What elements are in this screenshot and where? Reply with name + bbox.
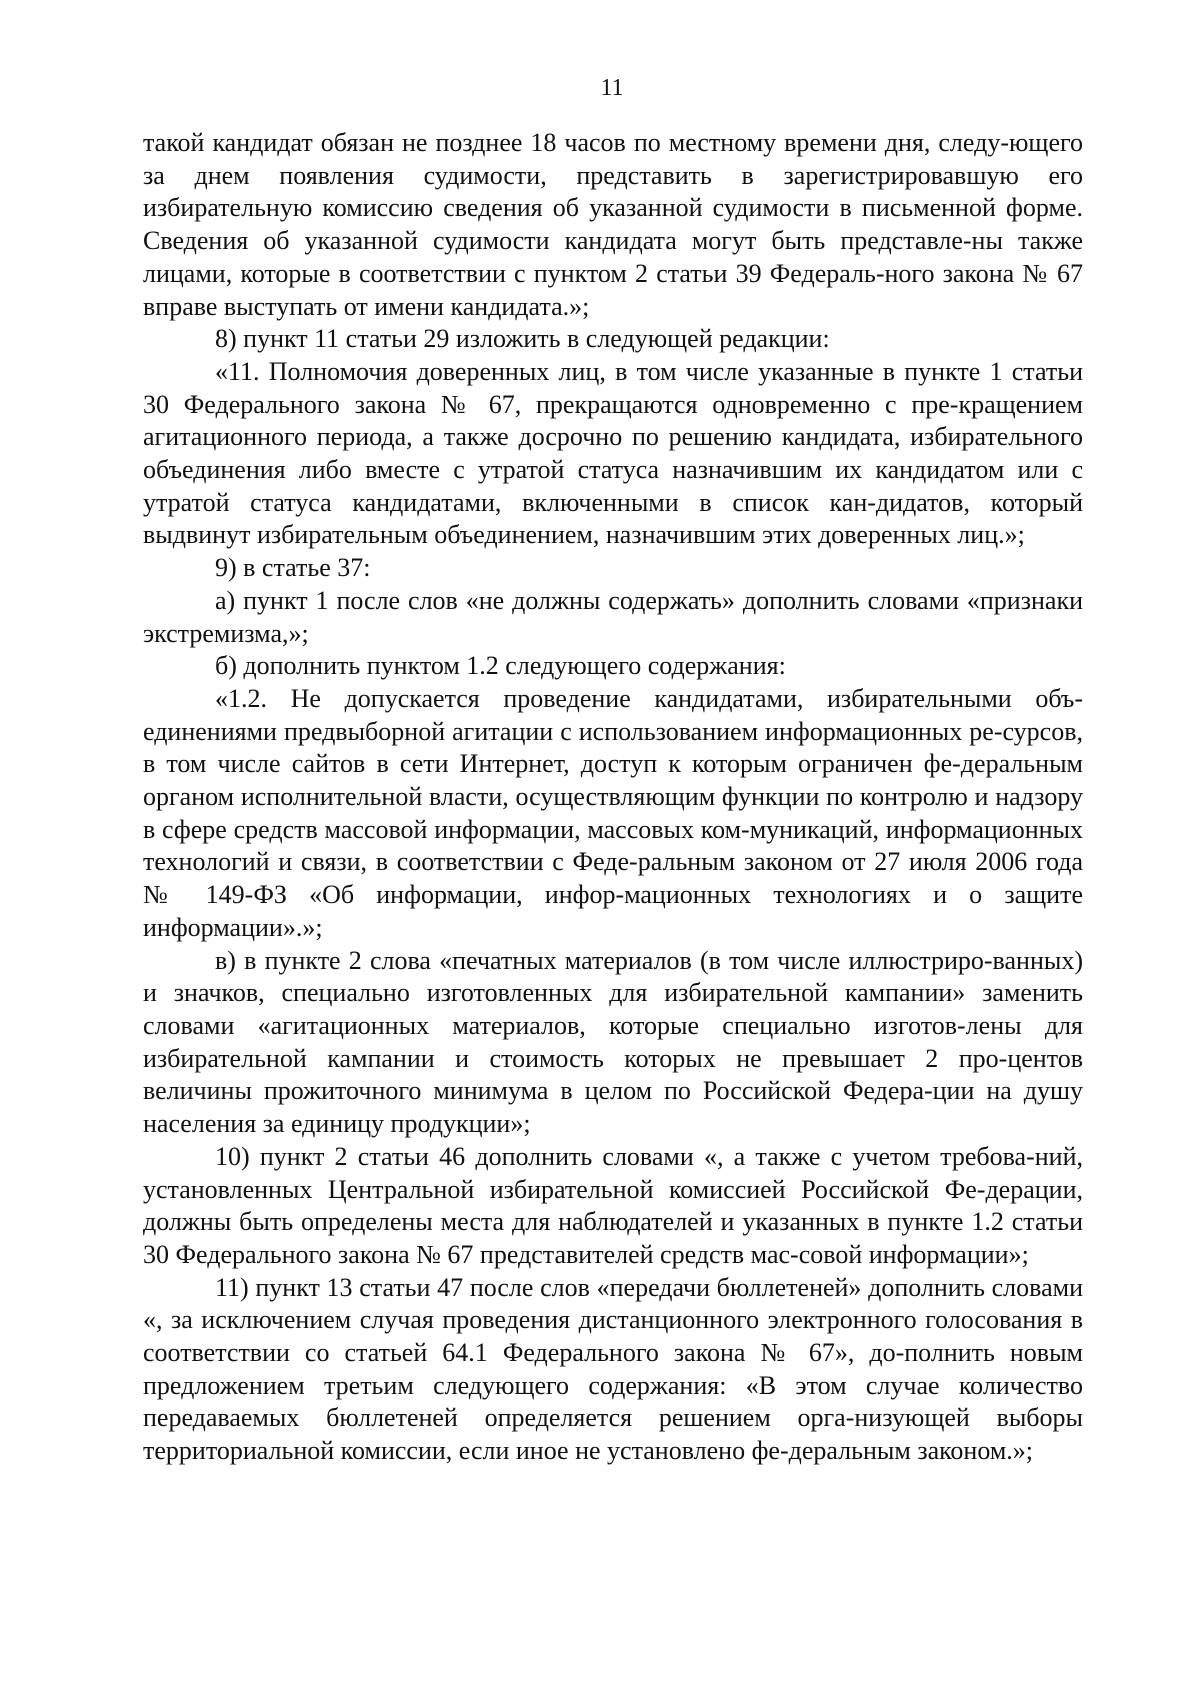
paragraph-quote-11: «11. Полномочия доверенных лиц, в том числе указанные в пункте 1 статьи 30 Федерального закона № 67, прекращаются одновременно с пре-кращением агитационного периода, а также досрочно по решению кандидата, избирательного объединения либо вместе с утратой статуса назначившим их кандидатом или с утратой статуса кандидатами, включенными в список кан-дидатов, который выдвинут избирательным объединением, назначившим этих доверенных лиц.»;	[143, 356, 1083, 550]
paragraph-item-9: 9) в статье 37:	[215, 553, 371, 583]
paragraph-continuation: такой кандидат обязан не позднее 18 часов по местному времени дня, следу-ющего за днем появления судимости, представить в зарегистрировавшую его избирательную комиссию сведения об указанной судимости в письменной форме. Сведения об указанной судимости кандидата могут быть представле-ны также лицами, которые в соответствии с пунктом 2 статьи 39 Федераль-ного закона № 67 вправе выступать от имени кандидата.»;	[143, 128, 1083, 321]
document-body	[143, 127, 1083, 1468]
paragraph-subitem-a: а) пункт 1 после слов «не должны содержать» дополнить словами «признаки экстремизма,»;	[143, 585, 1083, 648]
paragraph-item-11: 11) пункт 13 статьи 47 после слов «передачи бюллетеней» дополнить словами «, за исключением случая проведения дистанционного электронного голосования в соответствии со статьей 64.1 Федерального закона № 67», до-полнить новым предложением третьим следующего содержания: «В этом случае количество передаваемых бюллетеней определяется решением орга-низующей выборы территориальной комиссии, если иное не установлено фе-деральным законом.»;	[143, 1272, 1083, 1466]
paragraph-subitem-v: в) в пункте 2 слова «печатных материалов (в том числе иллюстриро-ванных) и значков, специально изготовленных для избирательной кампании» заменить словами «агитационных материалов, которые специально изготов-лены для избирательной кампании и стоимость которых не превышает 2 про-центов величины прожиточного минимума в целом по Российской Федера-ции на душу населения за единицу продукции»;	[143, 945, 1083, 1139]
paragraph-item-8: 8) пункт 11 статьи 29 изложить в следующей редакции:	[215, 324, 830, 354]
paragraph-quote-1-2: «1.2. Не допускается проведение кандидатами, избирательными объ-единениями предвыборной агитации с использованием информационных ре-сурсов, в том числе сайтов в сети Интернет, доступ к которым ограничен фе-деральным органом исполнительной власти, осуществляющим функции по контролю и надзору в сфере средств массовой информации, массовых ком-муникаций, информационных технологий и связи, в соответствии с Феде-ральным законом от 27 июля 2006 года № 149-ФЗ «Об информации, инфор-мационных технологиях и о защите информации».»;	[143, 683, 1083, 942]
page-number: 11	[600, 75, 624, 101]
paragraph-subitem-b: б) дополнить пунктом 1.2 следующего содержания:	[215, 651, 786, 681]
paragraph-item-10: 10) пункт 2 статьи 46 дополнить словами «, а также с учетом требова-ний, установленных Центральной избирательной комиссией Российской Фе-дерации, должны быть определены места для наблюдателей и указанных в пункте 1.2 статьи 30 Федерального закона № 67 представителей средств мас-совой информации»;	[143, 1141, 1083, 1269]
